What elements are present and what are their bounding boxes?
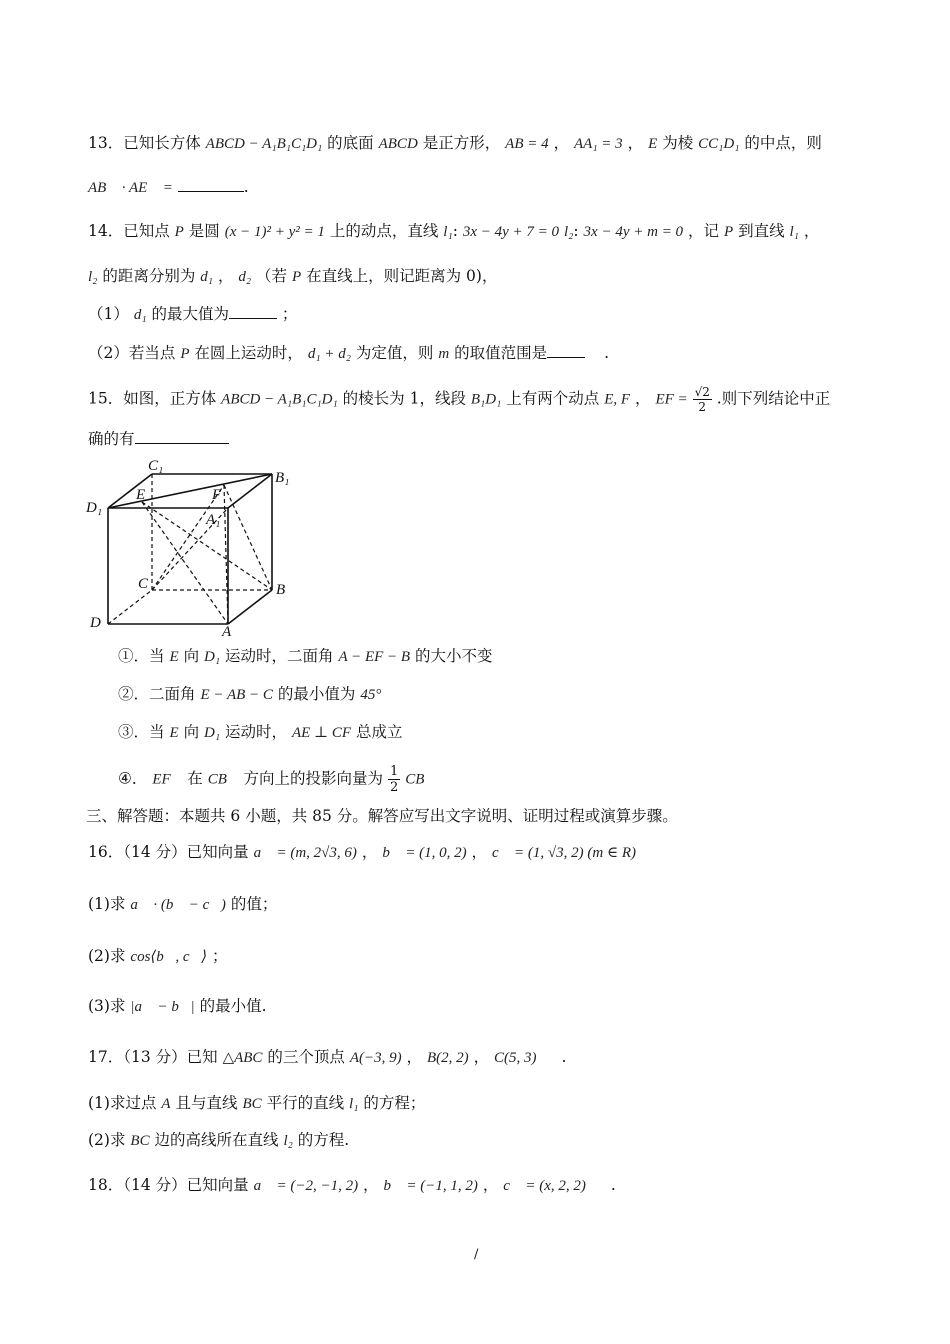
math: E, F (604, 391, 631, 408)
math: |a⃗ − b⃗| (130, 999, 195, 1015)
opt-text: 的最小值为 (277, 685, 356, 703)
math: AB⃗ · AE⃗ = (88, 180, 173, 196)
math: 45° (360, 687, 382, 703)
label-D1: D₁ (86, 500, 103, 516)
math: m (438, 346, 450, 362)
opt-text: 运动时，二面角 (225, 647, 334, 665)
sep: ， (553, 134, 570, 152)
math: EF⃗ (152, 771, 183, 788)
section-heading: 三、解答题：本题共 6 小题，共 85 分。解答应写出文字说明、证明过程或演算步骤。 (86, 807, 678, 825)
math: l₁ (443, 224, 453, 240)
q14-text: 的取值范围是 (454, 344, 548, 362)
math: E (169, 725, 179, 741)
math: A(−3, 9) (349, 1050, 402, 1066)
sep: ， (634, 389, 651, 408)
segment-D1B1 (108, 474, 272, 508)
q14-text: 上的动点，直线 (329, 222, 439, 240)
sep: ， (363, 1176, 379, 1194)
math: a⃗ = (−2, −1, 2) (253, 1178, 359, 1194)
math: b⃗ = (−1, 1, 2) (383, 1178, 478, 1194)
q13-text: 的底面 (327, 134, 374, 152)
q16-line1 (88, 841, 636, 864)
q17-line1 (88, 1046, 566, 1069)
sep: ， (482, 1176, 499, 1194)
part-label: （1） (88, 305, 129, 323)
part-label: (3)求 (88, 997, 126, 1015)
math: A (161, 1096, 171, 1112)
math: △ABC (222, 1050, 263, 1066)
q17-text: 的三个顶点 (267, 1048, 345, 1066)
math: d₁ + d₂ (307, 346, 351, 362)
sep: ， (803, 222, 820, 240)
q17-text: 边的高线所在直线 (154, 1131, 279, 1149)
q15-option-2 (118, 683, 381, 706)
math: CB⃗ (405, 771, 437, 788)
opt-text: 向 (183, 723, 200, 741)
math: l₂ (283, 1133, 293, 1149)
q17-text: 平行的直线 (266, 1094, 345, 1112)
q15-option-1 (118, 645, 493, 668)
q13-text: 为棱 (662, 134, 694, 152)
math: P (180, 346, 190, 362)
q15-text: 确的有 (88, 430, 135, 448)
q15-line2 (88, 428, 229, 450)
q14-part2 (88, 342, 609, 365)
q15-line1 (88, 385, 830, 414)
q17-text: 的方程. (297, 1131, 350, 1149)
label-A: A (222, 624, 232, 639)
q16-part1 (88, 893, 277, 916)
period: . (610, 1176, 616, 1194)
colon: : (452, 222, 458, 240)
q17-part2 (88, 1129, 349, 1152)
math: BC (130, 1133, 150, 1149)
math: cos⟨b⃗, c⃗⟩ (130, 949, 208, 965)
part-label: (2)求 (88, 1131, 126, 1149)
answer-blank[interactable] (135, 429, 229, 444)
opt-text: 总成立 (356, 723, 403, 741)
q18-line1 (88, 1174, 616, 1197)
label-C1: C₁ (148, 458, 164, 474)
q14-text: 14．已知点 (88, 222, 170, 240)
math: (x − 1)² + y² = 1 (224, 224, 325, 240)
period: . (243, 178, 249, 196)
q16-text: 的最小值. (199, 997, 267, 1015)
q17-text: 且与直线 (175, 1094, 238, 1112)
sep: ， (627, 134, 644, 152)
edge-AB (228, 590, 272, 624)
math: D₁ (204, 725, 221, 741)
math: l₂ (563, 224, 574, 240)
fraction (388, 764, 400, 795)
math: d₂ (238, 269, 252, 285)
math: ABCD (378, 136, 418, 152)
answer-blank[interactable] (547, 343, 585, 358)
edge-DC (108, 590, 152, 624)
math: P (174, 224, 184, 240)
math: 3x − 4y + 7 = 0 (462, 224, 560, 240)
q14-text: 到直线 (738, 222, 785, 240)
opt-text: 方向上的投影向量为 (243, 769, 384, 788)
q14-text: 是圆 (188, 222, 220, 240)
q14-text: 在直线上，则记距离为 0)， (306, 267, 498, 285)
answer-blank[interactable] (229, 304, 277, 319)
q13-line2 (88, 176, 249, 199)
q17-part1 (88, 1092, 425, 1115)
label-C: C (138, 576, 149, 592)
opt-text: 运动时， (225, 723, 288, 741)
opt-text: 在 (187, 769, 203, 788)
math: A − EF − B (338, 649, 411, 665)
math: C(5, 3) (494, 1050, 537, 1066)
math: E − AB − C (200, 687, 273, 703)
part-label: (1)求 (88, 895, 126, 913)
math: ABCD − A₁B₁C₁D₁ (205, 136, 323, 152)
fraction-numerator: 1 (389, 764, 399, 779)
math: P (723, 224, 734, 240)
opt-text: ①．当 (118, 647, 165, 665)
period: . (604, 344, 609, 362)
sep: ， (217, 267, 234, 285)
opt-text: 的大小不变 (415, 647, 493, 665)
math: d₁ (200, 269, 213, 285)
math: B₁D₁ (470, 391, 502, 408)
math: l₂ (88, 269, 98, 285)
q16-text: ； (212, 947, 228, 965)
part-label: (1)求过点 (88, 1094, 157, 1112)
label-D: D (90, 615, 101, 631)
math: l₁ (349, 1096, 359, 1112)
fraction-denominator: 2 (389, 780, 399, 795)
colon: : (573, 222, 579, 240)
math: AB = 4 (505, 136, 549, 152)
q14-text: 在圆上运动时， (194, 344, 303, 362)
math: c⃗ = (x, 2, 2) (503, 1178, 586, 1194)
math: D₁ (204, 649, 221, 665)
sep: ； (281, 305, 298, 323)
math: c⃗ = (1, √3, 2) (m ∈ R) (491, 845, 636, 861)
label-E: E (136, 487, 146, 503)
q15-text: .则下列结论中正 (716, 389, 831, 408)
q18-text: 18．（14 分）已知向量 (88, 1176, 249, 1194)
label-B: B (276, 582, 286, 598)
q14-line2 (88, 265, 497, 288)
q15-text: 15．如图，正方体 (88, 389, 217, 408)
sep: ， (473, 1048, 490, 1066)
math: l₁ (789, 224, 799, 240)
q17-text: 的方程； (363, 1094, 426, 1112)
sep: ， (406, 1048, 423, 1066)
math: AE ⊥ CF (291, 725, 352, 741)
q16-part3 (88, 995, 267, 1018)
math: E (648, 136, 658, 152)
math: 3x − 4y + m = 0 (583, 224, 684, 240)
q17-text: 17．（13 分）已知 (88, 1048, 218, 1066)
q15-text: 上有两个动点 (506, 389, 600, 408)
math: EF = (655, 391, 688, 408)
fraction-denominator: 2 (698, 400, 707, 414)
q14-line1 (88, 220, 819, 243)
q16-text: 16．（14 分）已知向量 (88, 843, 249, 861)
q14-text: 的最大值为 (151, 305, 229, 323)
opt-text: ④． (118, 769, 148, 788)
math: CC₁D₁ (698, 136, 740, 152)
cube-figure (84, 454, 304, 639)
math: AA₁ = 3 (574, 136, 623, 152)
label-F: F (212, 487, 222, 503)
q15-option-4 (118, 764, 436, 795)
q13-text: 的中点，则 (744, 134, 822, 152)
label-B1: B₁ (275, 470, 290, 486)
fraction-numerator: √2 (694, 385, 710, 399)
q13-text: 13．已知长方体 (88, 134, 201, 152)
q15-text: 的棱长为 1，线段 (342, 389, 466, 408)
q14-text: 为定值，则 (355, 344, 434, 362)
math: a⃗ = (m, 2√3, 6) (253, 845, 357, 861)
opt-text: ②．二面角 (118, 685, 196, 703)
q14-text: （若 (256, 267, 288, 285)
part-label: (2)求 (88, 947, 126, 965)
math: a⃗ · (b⃗ − c⃗) (130, 897, 226, 913)
q16-part2 (88, 945, 228, 968)
math: d₁ (133, 307, 147, 323)
q14-text: ，记 (688, 222, 720, 240)
q14-text: 的距离分别为 (102, 267, 196, 285)
page-footer: / (474, 1247, 479, 1262)
fraction (693, 385, 712, 414)
math: P (292, 269, 302, 285)
q16-text: 的值； (230, 895, 278, 913)
math: b⃗ = (1, 0, 2) (382, 845, 467, 861)
label-A1: A₁ (206, 512, 221, 528)
opt-text: 向 (183, 647, 200, 665)
sep: ， (471, 843, 488, 861)
math: E (169, 649, 179, 665)
math: ABCD − A₁B₁C₁D₁ (221, 391, 338, 408)
q14-part1 (88, 303, 297, 326)
math: B(2, 2) (427, 1050, 469, 1066)
answer-blank[interactable] (178, 177, 244, 192)
part-label: （2）若当点 (88, 344, 176, 362)
q15-option-3 (118, 721, 403, 744)
period: . (561, 1048, 567, 1066)
math: BC (242, 1096, 262, 1112)
sep: ， (361, 843, 378, 861)
q13-line1 (88, 132, 822, 155)
math: CB⃗ (207, 771, 239, 788)
q13-text: 是正方形， (422, 134, 501, 152)
opt-text: ③．当 (118, 723, 165, 741)
